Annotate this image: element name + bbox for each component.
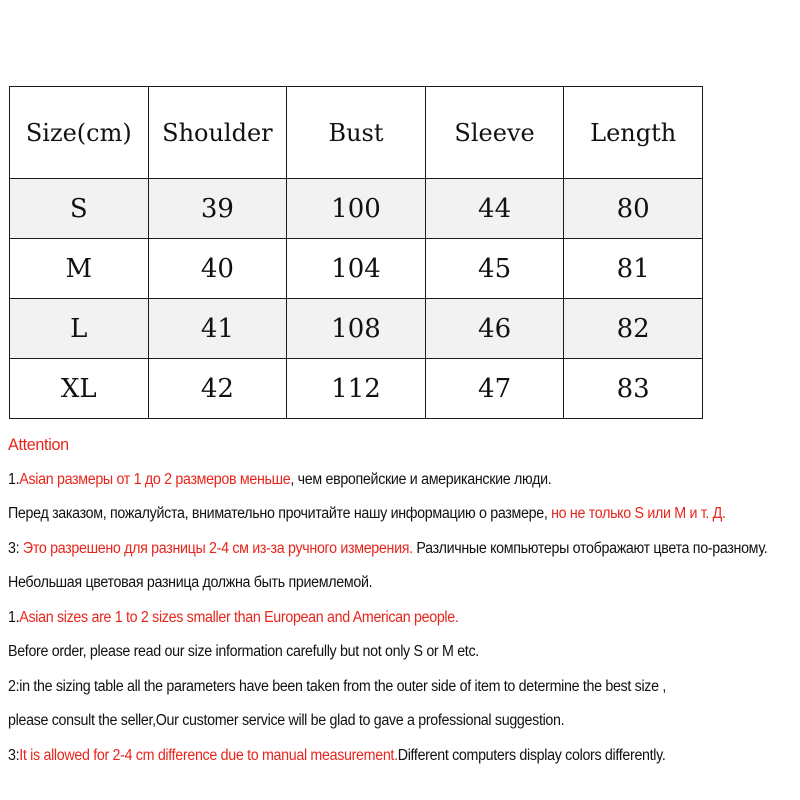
cell-sleeve: 45	[425, 239, 564, 299]
cell-length: 80	[564, 179, 703, 239]
note-highlight: Это разрешено для разницы 2-4 см из-за ручного измерения.	[22, 539, 413, 557]
cell-length: 83	[564, 359, 703, 419]
header-sleeve: Sleeve	[425, 87, 564, 179]
cell-shoulder: 39	[148, 179, 287, 239]
cell-sleeve: 46	[425, 299, 564, 359]
note-prefix: 1.	[8, 608, 20, 626]
table-row	[10, 299, 703, 359]
note-en-1	[8, 601, 735, 636]
size-notes	[8, 428, 798, 773]
header-shoulder: Shoulder	[148, 87, 287, 179]
cell-sleeve: 47	[425, 359, 564, 419]
cell-bust: 100	[287, 179, 426, 239]
note-highlight: Asian sizes are 1 to 2 sizes smaller than European and American people.	[19, 608, 459, 626]
note-prefix: 3:	[8, 746, 20, 764]
cell-shoulder: 42	[148, 359, 287, 419]
cell-bust: 104	[287, 239, 426, 299]
note-text: Different computers display colors differently.	[397, 746, 666, 764]
note-text: Перед заказом, пожалуйста, внимательно прочитайте нашу информацию о размере,	[8, 505, 552, 522]
note-ru-1	[8, 463, 735, 498]
table-row	[10, 239, 703, 299]
note-prefix: 3:	[8, 539, 23, 557]
cell-bust: 108	[287, 299, 426, 359]
note-highlight: но не только S или M и т. Д.	[551, 505, 726, 522]
table-row	[10, 359, 703, 419]
cell-sleeve: 44	[425, 179, 564, 239]
note-highlight: Asian размеры от 1 до 2 размеров меньше	[19, 470, 291, 488]
cell-shoulder: 40	[148, 239, 287, 299]
note-prefix: 1.	[8, 470, 20, 488]
note-en-2: Before order, please read our size information carefully but not only S or M etc.	[8, 643, 479, 660]
note-highlight: It is allowed for 2-4 cm difference due to manual measurement.	[19, 746, 398, 764]
note-ru-3	[8, 532, 768, 567]
attention-heading: Attention	[8, 435, 69, 454]
note-en-4: please consult the seller,Our customer service will be glad to gave a professional suggestion.	[8, 712, 565, 729]
cell-size: XL	[10, 359, 149, 419]
table-header-row	[10, 87, 703, 179]
note-en-3: 2:in the sizing table all the parameters have been taken from the outer side of item to determine the best size ,	[8, 677, 667, 695]
cell-length: 82	[564, 299, 703, 359]
cell-size: S	[10, 179, 149, 239]
note-en-5	[8, 739, 735, 774]
note-text: , чем европейские и американские люди.	[290, 470, 552, 488]
note-ru-2	[8, 497, 735, 532]
cell-shoulder: 41	[148, 299, 287, 359]
cell-size: M	[10, 239, 149, 299]
size-chart-table	[9, 86, 703, 419]
table-row	[10, 179, 703, 239]
cell-bust: 112	[287, 359, 426, 419]
header-length: Length	[564, 87, 703, 179]
header-size: Size(cm)	[10, 87, 149, 179]
cell-size: L	[10, 299, 149, 359]
note-text: Различные компьютеры отображают цвета по-разному.	[412, 539, 768, 557]
header-bust: Bust	[287, 87, 426, 179]
cell-length: 81	[564, 239, 703, 299]
note-ru-4: Небольшая цветовая разница должна быть приемлемой.	[8, 574, 373, 591]
